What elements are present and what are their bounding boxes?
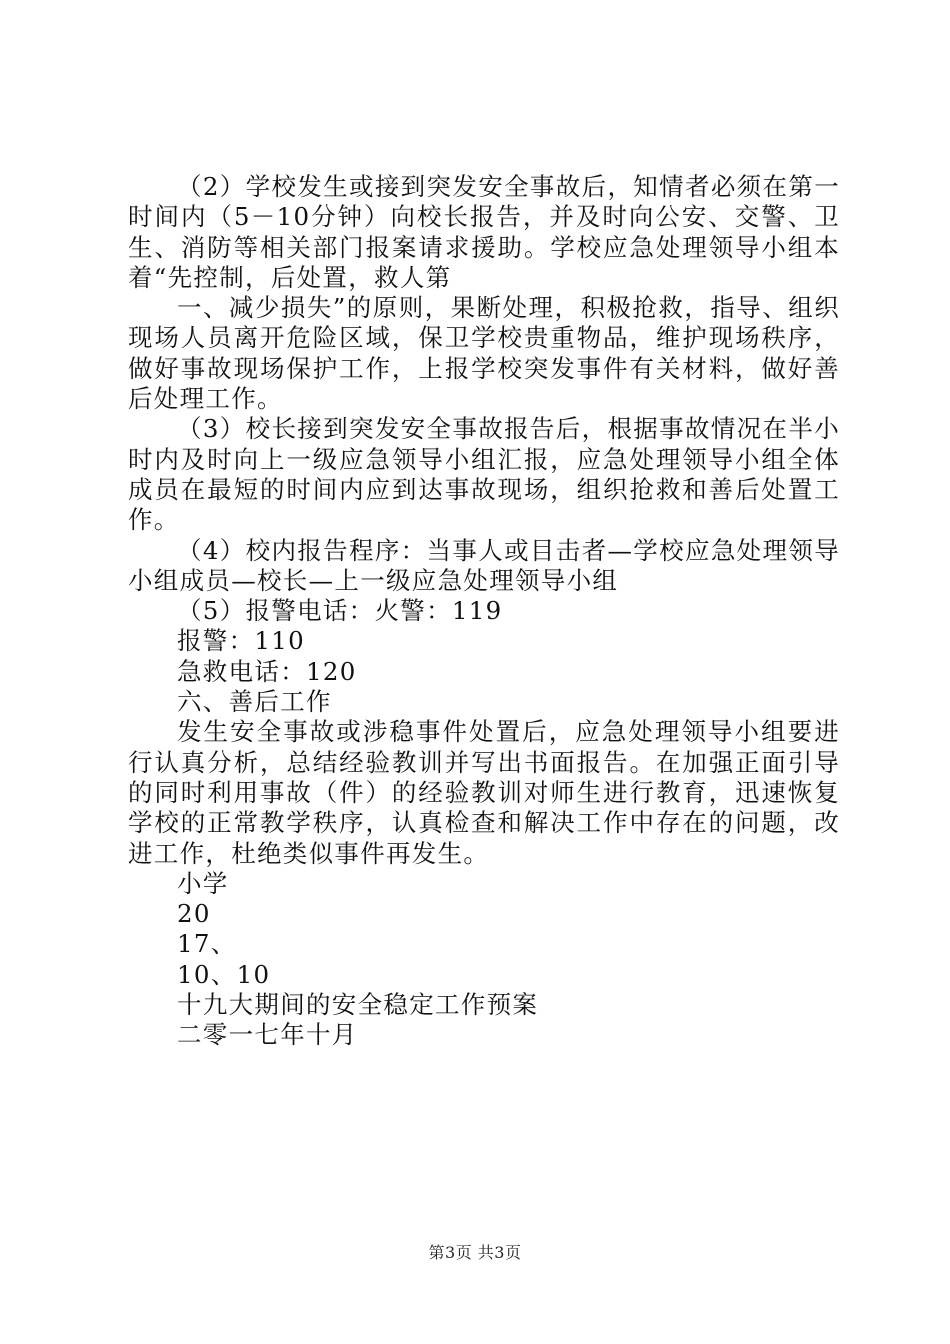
document-title-line: 十九大期间的安全稳定工作预案 (177, 990, 539, 1020)
alarm-phone-ambulance: 急救电话：120 (177, 656, 357, 686)
paragraph-report-procedure: （2）学校发生或接到突发安全事故后，知情者必须在第一时间内（5－10分钟）向校长报告，并及时向公安、交警、卫生、消防等相关部门报案请求援助。学校应急处理领导小组本着“先控制，后处置，救人第 (128, 172, 840, 292)
page-footer: 第3页 共3页 (428, 1243, 522, 1262)
date-fragment-year-prefix: 20 (177, 899, 211, 929)
paragraph-internal-procedure: （4）校内报告程序：当事人或目击者—学校应急处理领导小组成员—校长—上一级应急处理领导小组 (128, 535, 840, 595)
date-fragment-month-day: 10、10 (177, 959, 271, 989)
date-fragment-year-suffix: 17、 (177, 929, 237, 959)
paragraph-principle: 一、减少损失”的原则，果断处理，积极抢救，指导、组织现场人员离开危险区域，保卫学校贵重物品，维护现场秩序，做好事故现场保护工作，上报学校突发事件有关材料，做好善后处理工作。 (128, 293, 840, 414)
alarm-phone-police: 报警：110 (177, 626, 306, 656)
paragraph-aftercare: 发生安全事故或涉稳事件处置后，应急处理领导小组要进行认真分析，总结经验教训并写出书面报告。在加强正面引导的同时利用事故（件）的经验教训对师生进行教育，迅速恢复学校的正常教学秩序，认真检查和解决工作中存在的问题，改进工作，杜绝类似事件再发生。 (128, 717, 840, 868)
signature-school: 小学 (177, 868, 229, 898)
section-heading-aftercare: 六、善后工作 (177, 687, 332, 717)
paragraph-principal-report: （3）校长接到突发安全事故报告后，根据事故情况在半小时内及时向上一级应急领导小组汇报，应急处理领导小组全体成员在最短的时间内应到达事故现场，组织抢救和善后处置工作。 (128, 414, 840, 535)
document-body (128, 172, 840, 1051)
document-date-line: 二零一七年十月 (177, 1020, 358, 1050)
alarm-phone-fire: （5）报警电话：火警：119 (177, 596, 503, 626)
